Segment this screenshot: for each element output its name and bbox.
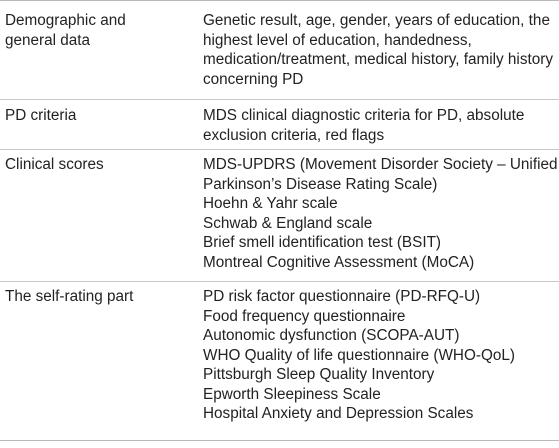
row-value-line: Hoehn & Yahr scale xyxy=(203,195,338,212)
row-value-line: concerning PD xyxy=(203,70,304,88)
row-value-line: Autonomic dysfunction (SCOPA-AUT) xyxy=(203,327,460,344)
row-label-line: PD criteria xyxy=(5,107,77,124)
row-value-line: PD risk factor questionnaire (PD-RFQ-U) xyxy=(203,288,481,305)
row-value-line: MDS clinical diagnostic criteria for PD, absolute xyxy=(203,107,525,124)
row-value-line: Genetic result, age, gender, years of education, the xyxy=(203,12,550,29)
row-value-line: WHO Quality of life questionnaire (WHO-QoL) xyxy=(203,346,515,364)
row-value-line: medication/treatment, medical history, family history xyxy=(203,51,553,68)
row-value-line: Hospital Anxiety and Depression Scales xyxy=(203,405,474,422)
row-label xyxy=(5,11,185,50)
row-value-line: Schwab & England scale xyxy=(203,214,373,232)
table-row-clinical-scores xyxy=(0,150,559,282)
row-value-line: highest level of education, handedness, xyxy=(203,31,472,49)
row-value-line: Parkinson’s Disease Rating Scale) xyxy=(203,175,438,193)
row-value-line: exclusion criteria, red flags xyxy=(203,126,385,144)
row-label xyxy=(5,287,185,307)
row-value xyxy=(203,11,553,89)
row-value xyxy=(203,287,553,424)
row-label xyxy=(5,106,185,126)
row-label-line: general data xyxy=(5,31,91,49)
row-value xyxy=(203,106,553,145)
row-value-line: Brief smell identification test (BSIT) xyxy=(203,234,442,251)
row-value-line: Epworth Sleepiness Scale xyxy=(203,385,381,403)
row-label-line: Demographic and xyxy=(5,12,126,29)
row-value-line: Pittsburgh Sleep Quality Inventory xyxy=(203,366,435,383)
row-value-line: MDS-UPDRS (Movement Disorder Society – Unified xyxy=(203,156,558,173)
table-bottom-rule xyxy=(0,440,559,441)
row-value-line: Food frequency questionnaire xyxy=(203,307,406,325)
table-row-self-rating xyxy=(0,282,559,440)
row-value xyxy=(203,155,558,272)
table-row-demographic xyxy=(0,0,559,100)
row-value-line: Montreal Cognitive Assessment (MoCA) xyxy=(203,253,475,271)
row-label-line: Clinical scores xyxy=(5,156,104,173)
row-label-line: The self-rating part xyxy=(5,288,134,305)
row-label xyxy=(5,155,185,175)
table-row-pd-criteria xyxy=(0,100,559,150)
